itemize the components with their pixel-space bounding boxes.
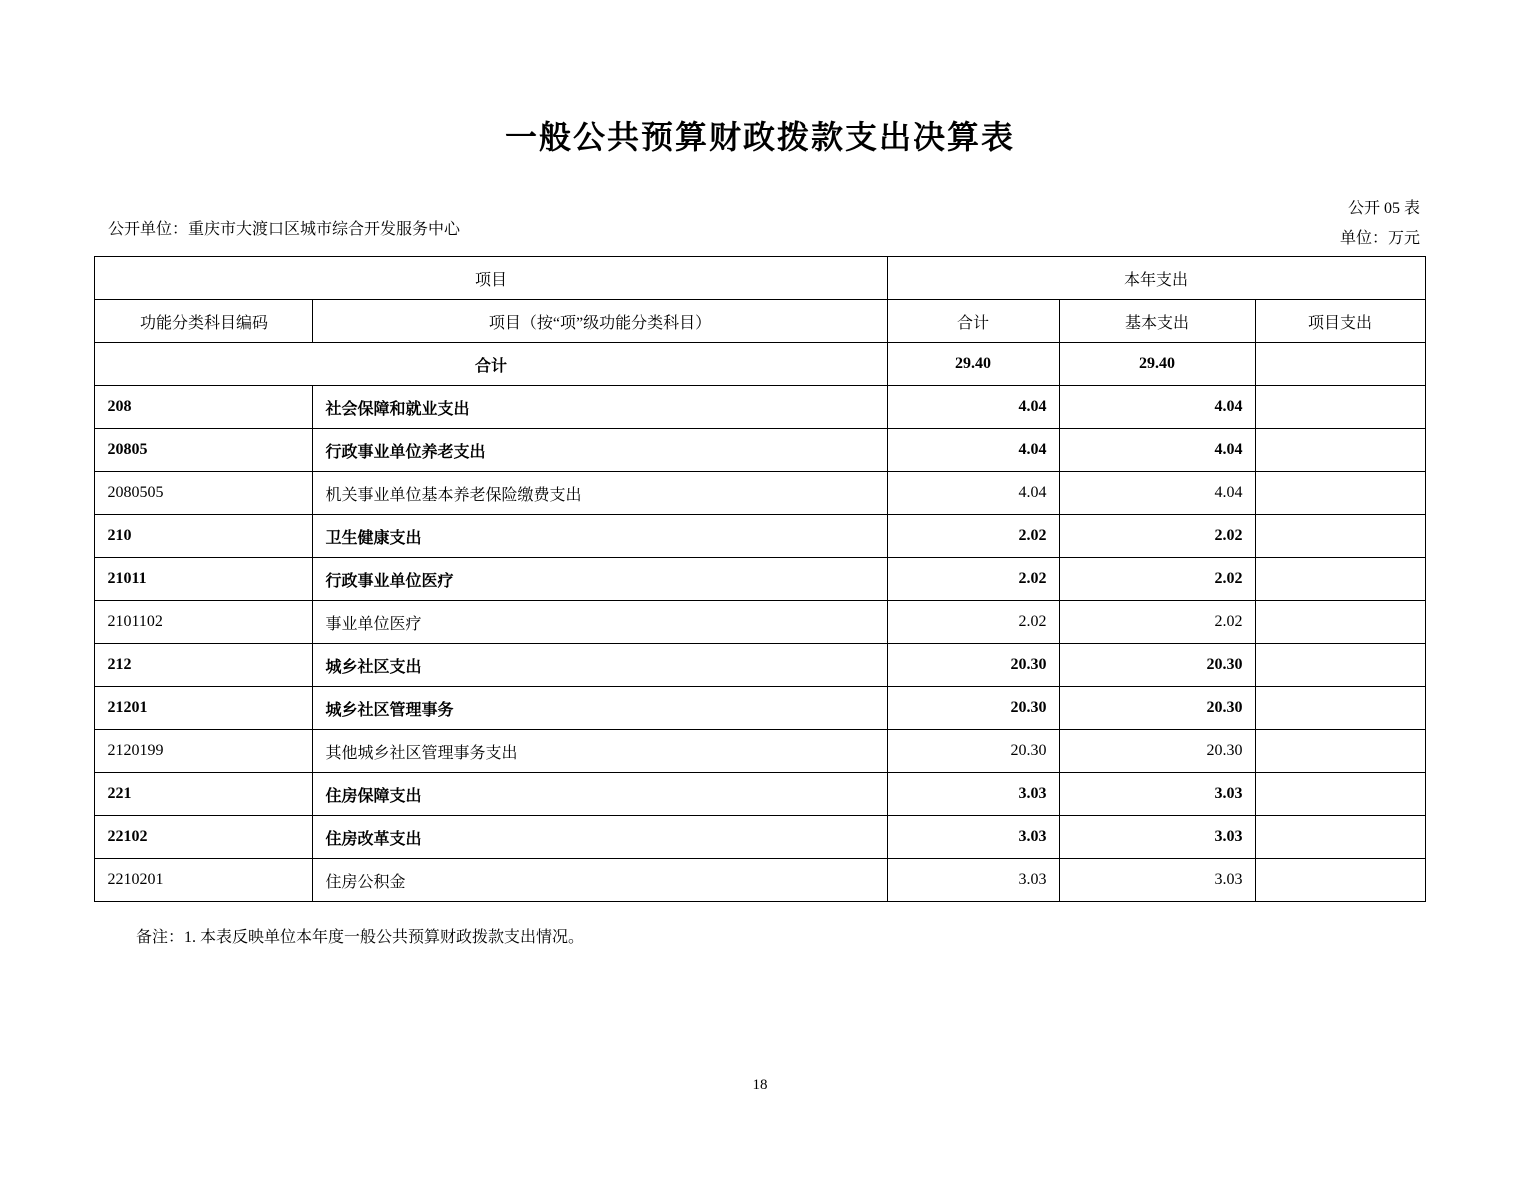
table-row (95, 386, 1425, 429)
cell-project (1255, 386, 1425, 429)
cell-basic: 3.03 (1059, 816, 1255, 859)
cell-item-name: 城乡社区支出 (313, 644, 887, 687)
cell-project (1255, 601, 1425, 644)
meta-right-block (1340, 194, 1420, 254)
column-header-sum: 合计 (887, 300, 1059, 343)
page-number: 18 (752, 1077, 768, 1093)
cell-basic: 3.03 (1059, 773, 1255, 816)
cell-sum: 2.02 (887, 601, 1059, 644)
cell-code: 21011 (95, 558, 313, 601)
cell-project (1255, 515, 1425, 558)
document-meta (0, 194, 1520, 250)
table-row (95, 859, 1425, 902)
cell-basic: 4.04 (1059, 472, 1255, 515)
table-row (95, 515, 1425, 558)
cell-sum: 20.30 (887, 730, 1059, 773)
table-row (95, 730, 1425, 773)
cell-basic: 20.30 (1059, 687, 1255, 730)
cell-code: 2210201 (95, 859, 313, 902)
cell-code: 22102 (95, 816, 313, 859)
group-header-current-year: 本年支出 (887, 257, 1425, 300)
cell-sum: 2.02 (887, 558, 1059, 601)
cell-sum: 4.04 (887, 429, 1059, 472)
table-row-total (95, 343, 1425, 386)
cell-code: 2080505 (95, 472, 313, 515)
group-header-item: 项目 (95, 257, 887, 300)
cell-basic: 2.02 (1059, 558, 1255, 601)
column-header-basic: 基本支出 (1059, 300, 1255, 343)
column-header-project: 项目支出 (1255, 300, 1425, 343)
amount-unit: 单位：万元 (1339, 230, 1420, 247)
table-column-header-row (95, 300, 1425, 343)
cell-item-name: 卫生健康支出 (313, 515, 887, 558)
cell-item-name: 社会保障和就业支出 (313, 386, 887, 429)
table-row (95, 601, 1425, 644)
cell-sum: 2.02 (887, 515, 1059, 558)
cell-item-name: 住房保障支出 (313, 773, 887, 816)
column-header-item-name: 项目（按“项”级功能分类科目） (313, 300, 887, 343)
cell-project (1255, 644, 1425, 687)
cell-basic: 20.30 (1059, 644, 1255, 687)
cell-item-name: 机关事业单位基本养老保险缴费支出 (313, 472, 887, 515)
cell-code: 210 (95, 515, 313, 558)
cell-basic: 3.03 (1059, 859, 1255, 902)
cell-item-name: 行政事业单位养老支出 (313, 429, 887, 472)
table-row (95, 816, 1425, 859)
table-row (95, 472, 1425, 515)
cell-code: 21201 (95, 687, 313, 730)
page-title: 一般公共预算财政拨款支出决算表 (504, 119, 1015, 155)
cell-project (1255, 816, 1425, 859)
cell-project (1255, 730, 1425, 773)
cell-project (1255, 429, 1425, 472)
cell-basic: 2.02 (1059, 515, 1255, 558)
cell-item-name: 行政事业单位医疗 (313, 558, 887, 601)
cell-sum: 20.30 (887, 644, 1059, 687)
cell-sum: 3.03 (887, 773, 1059, 816)
cell-basic: 20.30 (1059, 730, 1255, 773)
table-group-header-row (95, 257, 1425, 300)
cell-code: 2101102 (95, 601, 313, 644)
document-page (0, 112, 1520, 1186)
cell-sum: 3.03 (887, 859, 1059, 902)
publish-unit-label: 公开单位：重庆市大渡口区城市综合开发服务中心 (108, 221, 461, 238)
cell-item-name: 事业单位医疗 (313, 601, 887, 644)
cell-code: 212 (95, 644, 313, 687)
total-project (1255, 343, 1425, 386)
cell-code: 20805 (95, 429, 313, 472)
cell-sum: 3.03 (887, 816, 1059, 859)
cell-project (1255, 687, 1425, 730)
cell-project (1255, 472, 1425, 515)
budget-expenditure-table (94, 256, 1425, 902)
cell-item-name: 其他城乡社区管理事务支出 (313, 730, 887, 773)
form-number: 公开 05 表 (1347, 200, 1420, 217)
cell-project (1255, 558, 1425, 601)
cell-item-name: 住房公积金 (313, 859, 887, 902)
total-basic: 29.40 (1059, 343, 1255, 386)
cell-project (1255, 859, 1425, 902)
cell-sum: 4.04 (887, 386, 1059, 429)
cell-basic: 4.04 (1059, 386, 1255, 429)
table-row (95, 429, 1425, 472)
cell-sum: 4.04 (887, 472, 1059, 515)
table-header (95, 257, 1425, 343)
cell-item-name: 住房改革支出 (313, 816, 887, 859)
cell-code: 208 (95, 386, 313, 429)
cell-basic: 2.02 (1059, 601, 1255, 644)
table-body (95, 343, 1425, 902)
cell-code: 221 (95, 773, 313, 816)
cell-item-name: 城乡社区管理事务 (313, 687, 887, 730)
cell-basic: 4.04 (1059, 429, 1255, 472)
table-row (95, 644, 1425, 687)
table-note: 备注：1. 本表反映单位本年度一般公共预算财政拨款支出情况。 (136, 929, 585, 946)
total-label: 合计 (95, 343, 887, 386)
total-sum: 29.40 (887, 343, 1059, 386)
column-header-code: 功能分类科目编码 (95, 300, 313, 343)
cell-project (1255, 773, 1425, 816)
table-row (95, 773, 1425, 816)
table-row (95, 558, 1425, 601)
table-row (95, 687, 1425, 730)
cell-code: 2120199 (95, 730, 313, 773)
cell-sum: 20.30 (887, 687, 1059, 730)
